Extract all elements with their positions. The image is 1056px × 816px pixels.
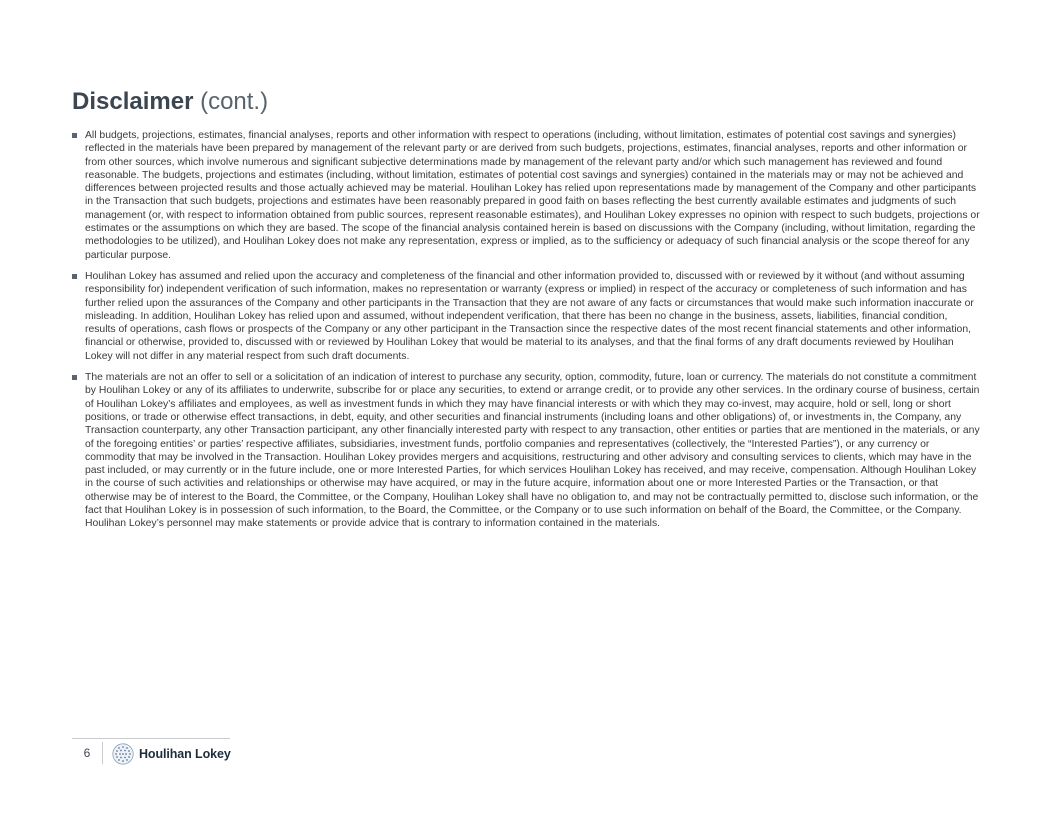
company-logo-text: Houlihan Lokey <box>139 747 231 761</box>
footer-divider <box>102 742 103 764</box>
square-bullet-icon <box>72 375 77 380</box>
page-title <box>72 86 268 118</box>
page-title-main: Disclaimer <box>72 88 194 115</box>
disclaimer-paragraph: All budgets, projections, estimates, financial analyses, reports and other information with respect to operations (including, without limitation, estimates of potential cost savings and synergies) reflected in the materials have been prepared by management of the relevant party or are derived from such budgets, projections, estimates, financial analyses, reports and other information or from other sources, which involve numerous and significant subjective determinations made by management of the relevant party and/or which such management has reviewed and found reasonable. The budgets, projections and estimates (including, without limitation, estimates of potential cost savings and synergies) contained in the materials may or may not be achieved and differences between projected results and those actually achieved may be material. Houlihan Lokey has relied upon representations made by management of the Company and other participants in the Transaction that such budgets, projections and estimates have been reasonably prepared in good faith on bases reflecting the best currently available estimates and judgments of such management (or, with respect to information obtained from public sources, represent reasonable estimates), and Houlihan Lokey expresses no opinion with respect to such budgets, projections or estimates or the assumptions on which they are based. The scope of the financial analysis contained herein is based on discussions with the Company (including, without limitation, regarding the methodologies to be utilized), and Houlihan Lokey does not make any representation, express or implied, as to the sufficiency or adequacy of such financial analysis or the scope thereof for any particular purpose. <box>85 130 980 261</box>
globe-logo-icon <box>112 743 134 765</box>
page-title-suffix: (cont.) <box>200 88 269 115</box>
company-logo <box>112 743 231 765</box>
disclaimer-list <box>72 129 980 539</box>
disclaimer-bullet <box>72 270 980 363</box>
footer-rule <box>72 738 230 739</box>
disclaimer-bullet <box>72 371 980 531</box>
disclaimer-bullet <box>72 129 980 262</box>
page-number: 6 <box>83 746 91 760</box>
disclaimer-paragraph: The materials are not an offer to sell or a solicitation of an indication of interest to purchase any security, option, commodity, future, loan or currency. The materials do not constitute a commitment by Houlihan Lokey or any of its affiliates to underwrite, subscribe for or place any securities, to extend or arrange credit, or to provide any other services. In the ordinary course of business, certain of Houlihan Lokey’s affiliates and employees, as well as investment funds in which they may have financial interests or with which they may co-invest, may acquire, hold or sell, long or short positions, or trade or otherwise effect transactions, in debt, equity, and other securities and financial instruments (including loans and other obligations) of, or investments in, the Company, any Transaction counterparty, any other Transaction participant, any other financially interested party with respect to any transaction, other entities or parties that are mentioned in the materials, or any of the foregoing entities’ or parties’ respective affiliates, subsidiaries, investment funds, portfolio companies and representatives (collectively, the “Interested Parties”), or any currency or commodity that may be involved in the Transaction. Houlihan Lokey provides mergers and acquisitions, restructuring and other advisory and consulting services to clients, which may have in the past included, or may currently or in the future include, one or more Interested Parties, for which services Houlihan Lokey has received, and may receive, compensation. Although Houlihan Lokey in the course of such activities and relationships or otherwise may have acquired, or may in the future acquire, information about one or more Interested Parties or the Transaction, or that otherwise may be of interest to the Board, the Committee, or the Company, Houlihan Lokey shall have no obligation to, and may not be contractually permitted to, disclose such information, or the fact that Houlihan Lokey is in possession of such information, to the Board, the Committee, or the Company or to use such information on behalf of the Board, the Committee, or the Company. Houlihan Lokey’s personnel may make statements or provide advice that is contrary to information contained in the materials. <box>85 372 980 530</box>
square-bullet-icon <box>72 133 77 138</box>
disclaimer-paragraph: Houlihan Lokey has assumed and relied upon the accuracy and completeness of the financial and other information provided to, discussed with or reviewed by it without (and without assuming responsibility for) independent verification of such information, makes no representation or warranty (express or implied) in respect of the accuracy or completeness of such information and has further relied upon the assurances of the Company and other participants in the Transaction that they are not aware of any facts or circumstances that would make such information inaccurate or misleading. In addition, Houlihan Lokey has relied upon and assumed, without independent verification, that there has been no change in the business, assets, liabilities, financial condition, results of operations, cash flows or prospects of the Company or any other participant in the Transaction since the respective dates of the most recent financial statements and other information, financial or otherwise, provided to, discussed with or reviewed by Houlihan Lokey that would be material to its analyses, and that the final forms of any draft documents reviewed by Houlihan Lokey will not differ in any material respect from such draft documents. <box>85 270 974 362</box>
square-bullet-icon <box>72 274 77 279</box>
